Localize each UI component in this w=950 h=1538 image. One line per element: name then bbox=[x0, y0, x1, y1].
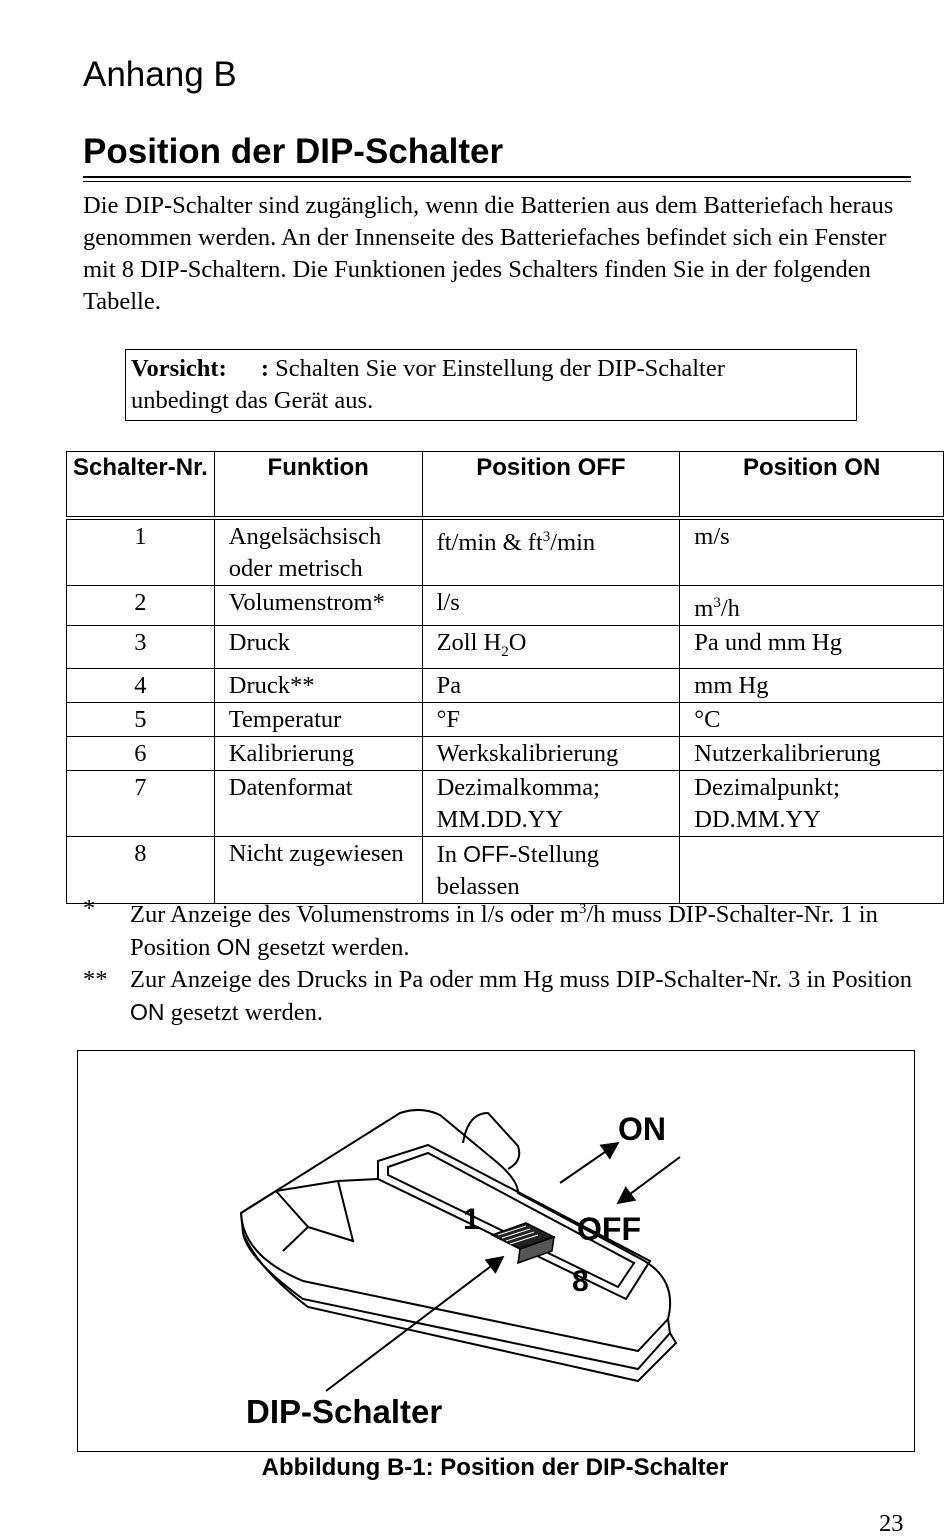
cell-on-text: Dezimalpunkt; bbox=[694, 774, 840, 802]
cell-nr: 1 bbox=[67, 518, 215, 586]
title-rule-thin bbox=[83, 181, 911, 182]
cell-off bbox=[422, 626, 680, 669]
footnote-mark: ** bbox=[83, 966, 108, 994]
cell-funktion: Angelsächsisch oder metrisch bbox=[214, 518, 422, 586]
footnote bbox=[83, 893, 933, 964]
footnote-text-part: Zur Anzeige des Volumenstroms in l/s oder m bbox=[130, 901, 579, 929]
cell-nr: 5 bbox=[67, 703, 215, 737]
superscript: 3 bbox=[578, 901, 587, 917]
footnote-text bbox=[130, 964, 933, 1029]
cell-nr: 7 bbox=[67, 771, 215, 837]
table-row bbox=[67, 669, 944, 703]
cell-on bbox=[680, 771, 944, 837]
footnote-word: ON bbox=[130, 999, 165, 1026]
cell-off-text: ft/min & ft bbox=[436, 529, 543, 557]
label-switch-1: 1 bbox=[463, 1203, 480, 1236]
cell-nr: 3 bbox=[67, 626, 215, 669]
superscript: 3 bbox=[713, 595, 721, 611]
table-row bbox=[67, 737, 944, 771]
caution-text-2: unbedingt das Gerät aus. bbox=[131, 387, 374, 414]
subscript: 2 bbox=[501, 644, 509, 661]
dip-switch-block bbox=[492, 1223, 554, 1263]
footnote-text-part: Zur Anzeige des Drucks in Pa oder mm Hg muss DIP-Schalter-Nr. 3 in Position bbox=[130, 966, 913, 994]
cell-on: mm Hg bbox=[680, 669, 944, 703]
cell-off: Werkskalibrierung bbox=[422, 737, 680, 771]
cell-on: Pa und mm Hg bbox=[680, 626, 944, 669]
cell-funktion: Druck bbox=[214, 626, 422, 669]
header-funktion: Funktion bbox=[214, 452, 422, 519]
table-footnotes bbox=[83, 893, 933, 1029]
footnote-text bbox=[130, 893, 933, 964]
intro-paragraph: Die DIP-Schalter sind zugänglich, wenn die Batterien aus dem Batteriefach heraus genommen werden. An der Innenseite des Batteriefaches befindet sich ein Fenster mit 8 DIP-Schaltern. Die Funktionen jedes Schalters finden Sie in der folgenden Tabelle. bbox=[83, 192, 894, 315]
cell-off-text: O bbox=[508, 629, 527, 657]
cell-nr: 2 bbox=[67, 586, 215, 626]
label-dip-schalter: DIP-Schalter bbox=[246, 1393, 443, 1430]
cell-funktion: Nicht zugewiesen bbox=[214, 837, 422, 904]
dip-pointer-arrow bbox=[326, 1257, 503, 1391]
footnote-word: ON bbox=[216, 934, 251, 961]
caution-label: Vorsicht: bbox=[131, 355, 227, 382]
table-row bbox=[67, 586, 944, 626]
footnote bbox=[83, 964, 933, 1029]
on-arrow bbox=[560, 1143, 618, 1183]
label-switch-8: 8 bbox=[572, 1265, 589, 1298]
cell-on bbox=[680, 586, 944, 626]
footnote-text-part: /h muss DIP-Schalter-Nr. 1 in Position bbox=[130, 901, 878, 962]
header-position-off: Position OFF bbox=[422, 452, 680, 519]
cell-funktion: Volumenstrom* bbox=[214, 586, 422, 626]
header-schalter-nr: Schalter-Nr. bbox=[67, 452, 215, 519]
footnote-text-part: gesetzt werden. bbox=[164, 999, 323, 1027]
dip-switch-table bbox=[66, 451, 944, 904]
cell-off-text: Dezimalkomma; bbox=[436, 774, 600, 802]
page-title: Position der DIP-Schalter bbox=[83, 132, 504, 171]
table-row bbox=[67, 626, 944, 669]
cell-nr: 4 bbox=[67, 669, 215, 703]
cell-off bbox=[422, 518, 680, 586]
title-rule-thick bbox=[83, 176, 911, 178]
cell-off: °F bbox=[422, 703, 680, 737]
cell-on: Nutzerkalibrierung bbox=[680, 737, 944, 771]
cell-off-text: /min bbox=[550, 529, 596, 557]
table-row bbox=[67, 703, 944, 737]
cell-off-text: -Stellung belassen bbox=[436, 841, 599, 901]
cell-on-text: /h bbox=[720, 595, 740, 623]
caution-box bbox=[125, 349, 857, 421]
cell-off-word: OFF bbox=[463, 841, 510, 868]
caution-colon: : bbox=[260, 355, 270, 382]
table-header-row bbox=[67, 452, 944, 519]
cell-off-text: Zoll H bbox=[436, 629, 502, 657]
cell-off-text: In bbox=[436, 841, 464, 869]
page-number: 23 bbox=[879, 1510, 904, 1537]
cell-on: m/s bbox=[680, 518, 944, 586]
label-off: OFF bbox=[577, 1211, 641, 1247]
table-row bbox=[67, 518, 944, 586]
cell-off: l/s bbox=[422, 586, 680, 626]
cell-funktion: Temperatur bbox=[214, 703, 422, 737]
cell-on-text: DD.MM.YY bbox=[694, 806, 821, 834]
footnote-mark: * bbox=[83, 895, 96, 922]
caution-text-1: Schalten Sie vor Einstellung der DIP-Schalter bbox=[269, 355, 725, 382]
chapter-heading: Anhang B bbox=[83, 55, 237, 94]
cell-nr: 8 bbox=[67, 837, 215, 904]
cell-funktion: Kalibrierung bbox=[214, 737, 422, 771]
cell-on: °C bbox=[680, 703, 944, 737]
table-row bbox=[67, 771, 944, 837]
cell-funktion: Datenformat bbox=[214, 771, 422, 837]
cell-off: Pa bbox=[422, 669, 680, 703]
header-position-on: Position ON bbox=[680, 452, 944, 519]
superscript: 3 bbox=[542, 529, 551, 545]
footnote-text-part: gesetzt werden. bbox=[250, 934, 410, 962]
figure-box bbox=[77, 1050, 915, 1452]
cell-off bbox=[422, 771, 680, 837]
off-arrow bbox=[618, 1157, 680, 1203]
device-illustration bbox=[78, 1051, 914, 1451]
figure-caption: Abbildung B-1: Position der DIP-Schalter bbox=[261, 1454, 729, 1481]
cell-funktion: Druck** bbox=[214, 669, 422, 703]
label-on: ON bbox=[618, 1111, 666, 1147]
cell-nr: 6 bbox=[67, 737, 215, 771]
cell-off-text: MM.DD.YY bbox=[436, 806, 564, 834]
cell-on-text: m bbox=[694, 595, 714, 623]
